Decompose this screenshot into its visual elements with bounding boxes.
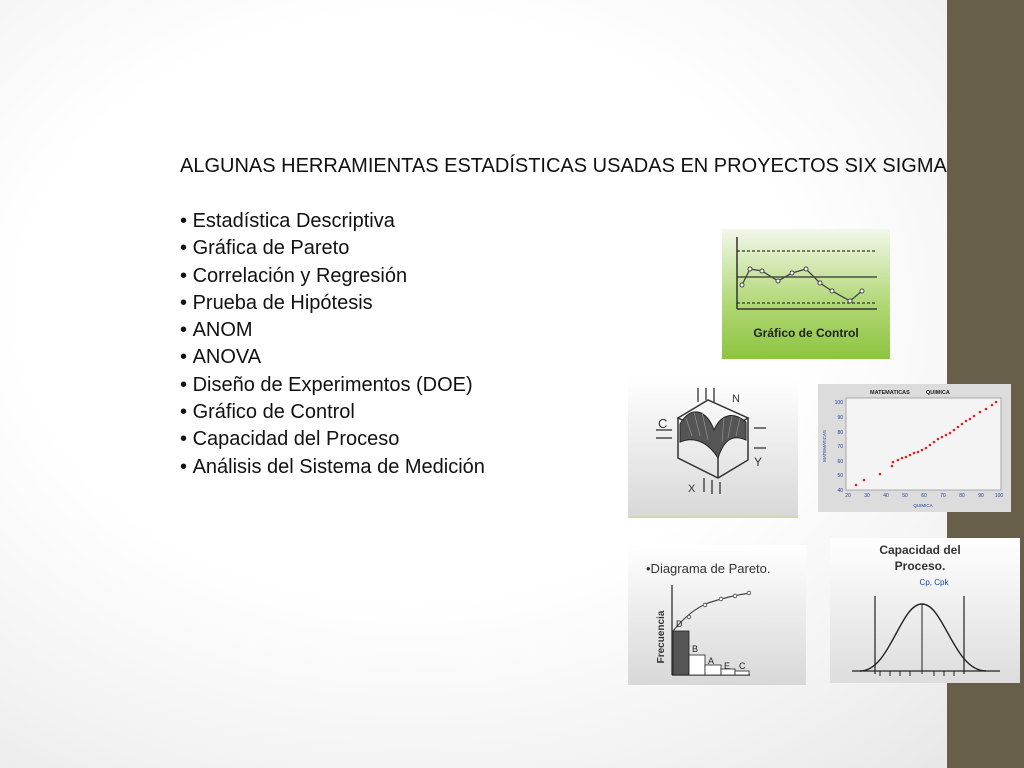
list-item: • Capacidad del Proceso: [180, 426, 485, 453]
tools-list: [180, 208, 485, 481]
list-item: • Gráfico de Control: [180, 399, 485, 426]
list-item: • Gráfica de Pareto: [180, 235, 485, 262]
scatter-ylabel: MATEMATICAS: [822, 430, 827, 462]
list-item: • Análisis del Sistema de Medición: [180, 454, 485, 481]
pareto-image: [628, 545, 806, 685]
pareto-bar-label: A: [708, 656, 715, 666]
slide-title: ALGUNAS HERRAMIENTAS ESTADÍSTICAS USADAS EN PROYECTOS SIX SIGMA: [180, 155, 947, 177]
x-tick-label: 90: [978, 493, 984, 499]
list-item: • ANOVA: [180, 344, 485, 371]
capability-image: [830, 538, 1020, 683]
list-item: • ANOM: [180, 317, 485, 344]
pareto-caption: •Diagrama de Pareto.: [646, 561, 771, 576]
x-tick-label: 70: [940, 493, 946, 499]
doe-axis-y: Y: [754, 455, 763, 469]
scatter-plot-image: [818, 384, 1011, 512]
x-tick-label: 50: [902, 493, 908, 499]
capability-title: Capacidad del: [879, 543, 961, 557]
x-tick-label: 20: [845, 493, 851, 499]
pareto-ylabel: Frecuencia: [656, 610, 667, 664]
y-tick-label: 70: [837, 444, 843, 450]
control-chart-image: [722, 229, 890, 359]
y-tick-label: 60: [837, 459, 843, 465]
pareto-bar-label: E: [724, 661, 731, 671]
x-tick-label: 100: [994, 493, 1004, 499]
y-tick-label: 50: [837, 473, 843, 479]
y-tick-label: 40: [837, 488, 843, 494]
pareto-bar-label: C: [739, 661, 746, 671]
doe-axis-n: N: [732, 393, 740, 405]
doe-surface-image: [628, 378, 798, 518]
x-tick-label: 30: [864, 493, 870, 499]
scatter-xlabel: QUIMICA: [913, 503, 933, 508]
capability-title: Proceso.: [894, 559, 946, 573]
doe-axis-c: C: [658, 416, 668, 431]
x-tick-label: 40: [883, 493, 889, 499]
doe-axis-x: X: [688, 483, 696, 495]
y-tick-label: 80: [837, 430, 843, 436]
x-tick-label: 60: [921, 493, 927, 499]
pareto-bar-label: B: [692, 644, 699, 654]
scatter-title-left: MATEMATICAS: [870, 390, 910, 396]
list-item: • Diseño de Experimentos (DOE): [180, 372, 485, 399]
list-item: • Correlación y Regresión: [180, 263, 485, 290]
list-item: • Estadística Descriptiva: [180, 208, 485, 235]
capability-subtitle: Cp, Cpk: [919, 578, 949, 587]
y-tick-label: 100: [834, 400, 843, 406]
pareto-bar-label: D: [676, 619, 683, 629]
y-tick-label: 90: [837, 415, 843, 421]
scatter-title-right: QUIMICA: [926, 390, 950, 396]
x-tick-label: 80: [959, 493, 965, 499]
list-item: • Prueba de Hipótesis: [180, 290, 485, 317]
control-chart-caption: Gráfico de Control: [753, 326, 859, 340]
